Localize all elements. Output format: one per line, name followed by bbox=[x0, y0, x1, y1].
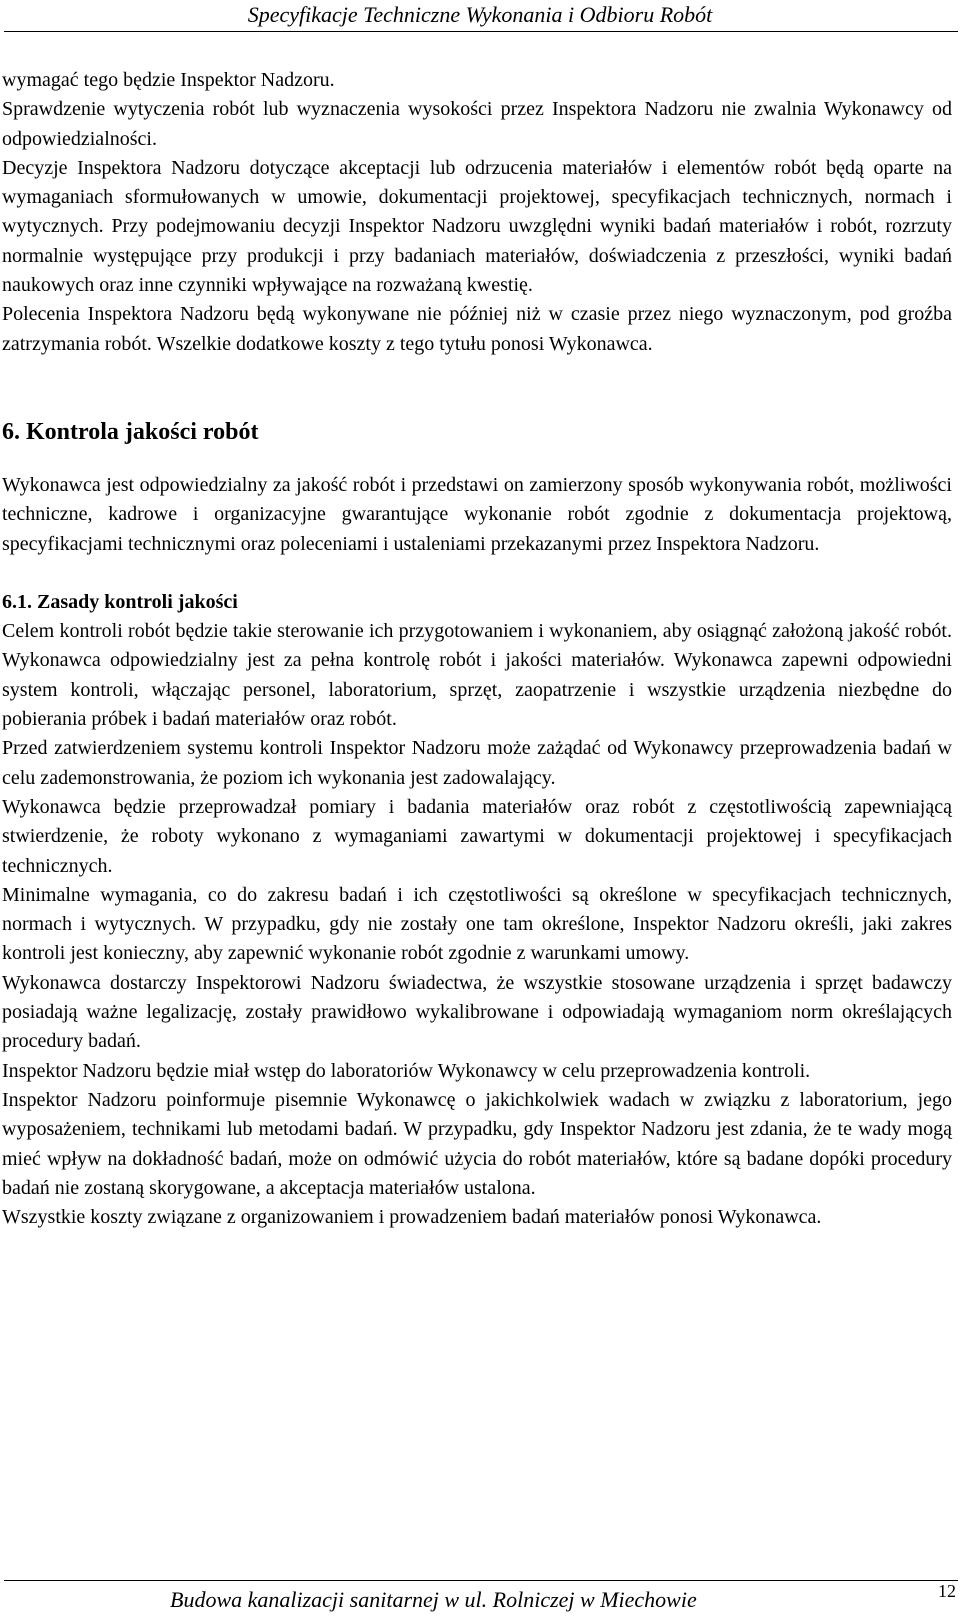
paragraph: Wykonawca będzie przeprowadzał pomiary i badania materiałów oraz robót z częstotliwością zapewniającą stwierdzenie, że roboty wykonano z wymaganiami zawartymi w dokumentacji projektowej i specyfikacjach technicznych. bbox=[2, 795, 952, 877]
paragraph: Celem kontroli robót będzie takie sterowanie ich przygotowaniem i wykonaniem, aby osiągnąć założoną jakość robót. Wykonawca odpowiedzialny jest za pełna kontrolę robót i jakości materiałów. Wykonawca zapewni odpowiedni system kontroli, włączając personel, laboratorium, sprzęt, zaopatrzenie i wszystkie urządzenia niezbędne do pobierania próbek i badań materiałów oraz robót. bbox=[2, 620, 952, 731]
spacer bbox=[2, 359, 952, 417]
paragraph: wymagać tego będzie Inspektor Nadzoru. bbox=[2, 69, 335, 91]
paragraph: Decyzje Inspektora Nadzoru dotyczące akceptacji lub odrzucenia materiałów i elementów robót będą oparte na wymaganiach sformułowanych w umowie, dokumentacji projektowej, specyfikacjach technicznych, normach i wytycznych. Przy podejmowaniu decyzji Inspektor Nadzoru uwzględni wyniki badań materiałów i robót, rozrzuty normalnie występujące przy produkcji i przy badaniach materiałów, doświadczenia z przeszłości, wyniki badań naukowych oraz inne czynniki wpływające na rozważaną kwestię. bbox=[2, 156, 952, 297]
paragraph: Polecenia Inspektora Nadzoru będą wykonywane nie później niż w czasie przez niego wyznaczonym, pod groźba zatrzymania robót. Wszelkie dodatkowe koszty z tego tytułu ponosi Wykonawca. bbox=[2, 303, 952, 355]
paragraph: Inspektor Nadzoru poinformuje pisemnie Wykonawcę o jakichkolwiek wadach w związku z laboratorium, jego wyposażeniem, technikami lub metodami badań. W przypadku, gdy Inspektor Nadzoru jest zdania, że te wady mogą mieć wpływ na dokładność badań, może on odmówić użycia do robót materiałów, które są badane dopóki procedury badań nie zostaną skorygowane, a akceptacja materiałów ustalona. bbox=[2, 1088, 952, 1199]
paragraph: Sprawdzenie wytyczenia robót lub wyznaczenia wysokości przez Inspektora Nadzoru nie zwalnia Wykonawcy od odpowiedzialności. bbox=[2, 98, 952, 150]
header-title: Specyfikacje Techniczne Wykonania i Odbioru Robót bbox=[247, 2, 713, 27]
section-heading: 6. Kontrola jakości robót bbox=[2, 418, 259, 445]
paragraph: Minimalne wymagania, co do zakresu badań i ich częstotliwości są określone w specyfikacjach technicznych, normach i wytycznych. W przypadku, gdy nie zostały one tam określone, Inspektor Nadzoru określi, jaki zakres kontroli jest konieczny, aby zapewnić wykonanie robót zgodnie z warunkami umowy. bbox=[2, 883, 952, 965]
footer-title: Budowa kanalizacji sanitarnej w ul. Rolniczej w Miechowie bbox=[170, 1587, 697, 1612]
paragraph: Wszystkie koszty związane z organizowaniem i prowadzeniem badań materiałów ponosi Wykonawca. bbox=[2, 1206, 822, 1229]
subsection-heading: 6.1. Zasady kontroli jakości bbox=[2, 590, 238, 613]
page-footer bbox=[0, 1580, 960, 1624]
paragraph: Inspektor Nadzoru będzie miał wstęp do laboratoriów Wykonawcy w celu przeprowadzenia kontroli. bbox=[2, 1059, 811, 1082]
footer-rule bbox=[4, 1580, 958, 1581]
spacer bbox=[2, 447, 952, 471]
paragraph: Wykonawca dostarczy Inspektorowi Nadzoru świadectwa, że wszystkie stosowane urządzenia i sprzęt badawczy posiadają ważne legalizację, zostały prawidłowo wykalibrowane i odpowiadają wymaganiom norm określających procedury badań. bbox=[2, 971, 952, 1053]
spacer bbox=[2, 559, 952, 588]
paragraph: Przed zatwierdzeniem systemu kontroli Inspektor Nadzoru może zażądać od Wykonawcy przeprowadzenia badań w celu zademonstrowania, że poziom ich wykonania jest zadowalający. bbox=[2, 737, 952, 789]
document-body bbox=[2, 66, 952, 1232]
page-number: 12 bbox=[938, 1581, 956, 1601]
header-rule bbox=[4, 31, 958, 32]
section-paragraph: Wykonawca jest odpowiedzialny za jakość robót i przedstawi on zamierzony sposób wykonywania robót, możliwości techniczne, kadrowe i organizacyjne gwarantujące wykonanie robót zgodnie z dokumentacja projektową, specyfikacjami technicznymi oraz poleceniami i ustaleniami przekazanymi przez Inspektora Nadzoru. bbox=[2, 473, 952, 555]
page-header bbox=[0, 0, 960, 40]
